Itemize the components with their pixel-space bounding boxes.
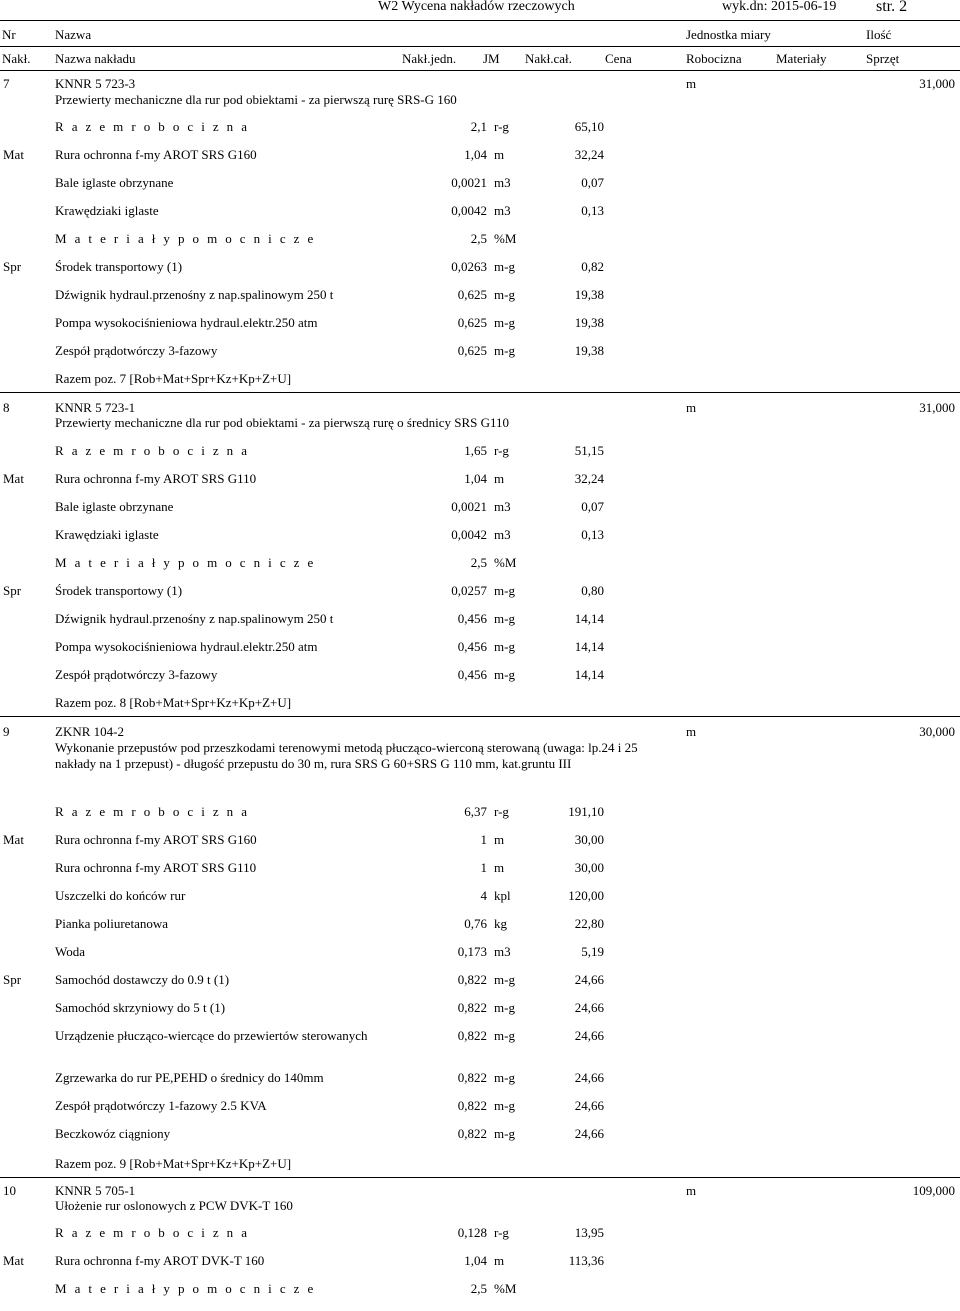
position-summary: Razem poz. 7 [Rob+Mat+Spr+Kz+Kp+Z+U] — [55, 371, 292, 386]
row-name: Dźwignik hydraul.przenośny z nap.spalinowym 250 t — [55, 287, 334, 302]
position-unit: m — [686, 400, 697, 415]
row-norm: 0,822 — [457, 972, 487, 987]
row-total: 0,13 — [581, 527, 604, 542]
position-divider — [0, 716, 960, 717]
row-unit: kg — [494, 916, 507, 931]
row-norm: 2,5 — [470, 231, 487, 246]
col-header-resource-name: Nazwa nakładu — [55, 51, 136, 66]
generation-date: wyk.dn: 2015-06-19 — [722, 0, 837, 14]
row-total: 0,07 — [581, 175, 604, 190]
row-total: 120,00 — [568, 888, 604, 903]
page-number: str. 2 — [876, 0, 908, 15]
row-total: 19,38 — [574, 343, 604, 358]
row-total: 24,66 — [574, 1070, 604, 1085]
col-header-labour: Robocizna — [686, 51, 742, 66]
position-description: Wykonanie przepustów pod przeszkodami terenowymi metodą płucząco-wierconą sterowaną (uwaga: lp.24 i 25 — [55, 740, 638, 755]
row-name: Rura ochronna f-my AROT DVK-T 160 — [55, 1253, 265, 1268]
row-total: 5,19 — [581, 944, 604, 959]
group-label-equipment: Spr — [3, 583, 22, 598]
row-unit: r-g — [494, 443, 509, 458]
row-unit: m3 — [494, 944, 511, 959]
row-name: Dźwignik hydraul.przenośny z nap.spalinowym 250 t — [55, 611, 334, 626]
row-norm: 1,65 — [464, 443, 487, 458]
row-unit: m3 — [494, 203, 511, 218]
position-divider — [0, 392, 960, 393]
row-total: 24,66 — [574, 1098, 604, 1113]
row-name: Zespół prądotwórczy 3-fazowy — [55, 343, 218, 358]
position-unit: m — [686, 724, 697, 739]
row-unit: m3 — [494, 499, 511, 514]
row-unit: m-g — [494, 667, 515, 682]
position-divider — [0, 1177, 960, 1178]
group-label-materials: Mat — [3, 471, 24, 486]
row-name: Pompa wysokociśnieniowa hydraul.elektr.250 atm — [55, 639, 318, 654]
row-name: M a t e r i a ł y p o m o c n i c z e — [55, 1281, 316, 1296]
row-total: 32,24 — [574, 471, 604, 486]
position-quantity: 31,000 — [919, 400, 955, 415]
position-code: ZKNR 104-2 — [55, 724, 124, 739]
row-unit: kpl — [494, 888, 511, 903]
row-norm: 0,0042 — [451, 203, 487, 218]
row-total: 32,24 — [574, 147, 604, 162]
row-unit: m — [494, 1253, 505, 1268]
row-norm: 0,0263 — [451, 259, 487, 274]
row-unit: m — [494, 860, 505, 875]
group-label-equipment: Spr — [3, 972, 22, 987]
position-unit: m — [686, 76, 697, 91]
col-header-nr: Nr — [2, 27, 16, 42]
row-total: 0,07 — [581, 499, 604, 514]
row-total: 0,13 — [581, 203, 604, 218]
row-total: 24,66 — [574, 972, 604, 987]
row-total: 24,66 — [574, 1126, 604, 1141]
row-norm: 1,04 — [464, 147, 487, 162]
row-name: Rura ochronna f-my AROT SRS G110 — [55, 471, 257, 486]
row-norm: 0,822 — [457, 1126, 487, 1141]
row-unit: m — [494, 832, 505, 847]
row-unit: m-g — [494, 1098, 515, 1113]
row-unit: r-g — [494, 119, 509, 134]
row-total: 51,15 — [574, 443, 604, 458]
row-name: Zespół prądotwórczy 1-fazowy 2.5 KVA — [55, 1098, 267, 1113]
row-unit: m-g — [494, 639, 515, 654]
col-header-equipment: Sprzęt — [866, 51, 900, 66]
row-total: 24,66 — [574, 1028, 604, 1043]
row-total: 30,00 — [574, 832, 604, 847]
row-name: R a z e m r o b o c i z n a — [55, 804, 250, 819]
row-unit: m-g — [494, 1000, 515, 1015]
position-quantity: 31,000 — [919, 76, 955, 91]
row-name: R a z e m r o b o c i z n a — [55, 443, 250, 458]
row-norm: 1,04 — [464, 471, 487, 486]
position-number: 9 — [3, 724, 10, 739]
row-total: 14,14 — [574, 611, 604, 626]
row-name: Uszczelki do końców rur — [55, 888, 186, 903]
row-norm: 0,0042 — [451, 527, 487, 542]
header-rule-bottom — [0, 70, 960, 71]
row-total: 0,80 — [581, 583, 604, 598]
row-norm: 0,0021 — [451, 499, 487, 514]
row-total: 22,80 — [574, 916, 604, 931]
row-name: Pianka poliuretanowa — [55, 916, 168, 931]
row-unit: %M — [494, 555, 517, 570]
row-norm: 0,173 — [457, 944, 487, 959]
row-name: M a t e r i a ł y p o m o c n i c z e — [55, 555, 316, 570]
position-number: 10 — [3, 1183, 16, 1198]
row-norm: 0,822 — [457, 1070, 487, 1085]
row-unit: m-g — [494, 287, 515, 302]
row-total: 19,38 — [574, 287, 604, 302]
row-norm: 6,37 — [464, 804, 487, 819]
position-description: nakłady na 1 przepust) - długość przepustu do 30 m, rura SRS G 60+SRS G 110 mm, kat.gruntu III — [55, 756, 572, 771]
row-norm: 0,822 — [457, 1000, 487, 1015]
position-description: Przewierty mechaniczne dla rur pod obiektami - za pierwszą rurę o średnicy SRS G110 — [55, 415, 510, 430]
col-header-nakl: Nakł. — [2, 51, 31, 66]
position-description: Ułożenie rur oslonowych z PCW DVK-T 160 — [55, 1198, 293, 1213]
row-total: 30,00 — [574, 860, 604, 875]
position-code: KNNR 5 723-1 — [55, 400, 136, 415]
row-norm: 0,456 — [457, 667, 487, 682]
header-rule-top — [0, 20, 960, 21]
row-norm: 0,625 — [457, 287, 487, 302]
row-unit: r-g — [494, 1225, 509, 1240]
row-unit: m — [494, 471, 505, 486]
row-unit: m-g — [494, 611, 515, 626]
row-norm: 0,822 — [457, 1028, 487, 1043]
row-name: Urządzenie płucząco-wiercące do przewiertów sterowanych — [55, 1028, 368, 1043]
row-norm: 0,76 — [464, 916, 487, 931]
row-name: R a z e m r o b o c i z n a — [55, 1225, 250, 1240]
row-name: Samochód skrzyniowy do 5 t (1) — [55, 1000, 226, 1015]
report-title: W2 Wycena nakładów rzeczowych — [378, 0, 575, 14]
group-label-materials: Mat — [3, 1253, 24, 1268]
row-total: 14,14 — [574, 667, 604, 682]
col-header-unit: Jednostka miary — [686, 27, 771, 42]
row-norm: 0,0021 — [451, 175, 487, 190]
position-quantity: 109,000 — [912, 1183, 955, 1198]
row-total: 191,10 — [568, 804, 604, 819]
row-total: 24,66 — [574, 1000, 604, 1015]
row-norm: 0,625 — [457, 343, 487, 358]
row-name: Rura ochronna f-my AROT SRS G110 — [55, 860, 257, 875]
row-norm: 0,822 — [457, 1098, 487, 1113]
row-norm: 0,456 — [457, 639, 487, 654]
row-norm: 0,456 — [457, 611, 487, 626]
row-unit: m-g — [494, 1070, 515, 1085]
col-header-price: Cena — [605, 51, 632, 66]
row-name: R a z e m r o b o c i z n a — [55, 119, 250, 134]
row-name: Środek transportowy (1) — [55, 583, 183, 598]
row-norm: 2,5 — [470, 555, 487, 570]
row-total: 113,36 — [568, 1253, 604, 1268]
row-name: Samochód dostawczy do 0.9 t (1) — [55, 972, 230, 987]
row-norm: 0,625 — [457, 315, 487, 330]
row-unit: m-g — [494, 1028, 515, 1043]
row-total: 14,14 — [574, 639, 604, 654]
row-name: Bale iglaste obrzynane — [55, 175, 174, 190]
position-number: 8 — [3, 400, 10, 415]
row-unit: m-g — [494, 583, 515, 598]
col-header-jm: JM — [483, 51, 500, 66]
row-norm: 1 — [480, 832, 487, 847]
row-total: 65,10 — [574, 119, 604, 134]
group-label-equipment: Spr — [3, 259, 22, 274]
row-name: Rura ochronna f-my AROT SRS G160 — [55, 832, 257, 847]
row-name: Zgrzewarka do rur PE,PEHD o średnicy do 140mm — [55, 1070, 324, 1085]
header-rule-middle — [0, 46, 960, 47]
position-description: Przewierty mechaniczne dla rur pod obiektami - za pierwszą rurę SRS-G 160 — [55, 92, 457, 107]
row-norm: 0,128 — [457, 1225, 487, 1240]
row-name: Bale iglaste obrzynane — [55, 499, 174, 514]
row-unit: m-g — [494, 343, 515, 358]
row-name: Krawędziaki iglaste — [55, 527, 159, 542]
row-name: Zespół prądotwórczy 3-fazowy — [55, 667, 218, 682]
row-name: Krawędziaki iglaste — [55, 203, 159, 218]
row-name: Beczkowóz ciągniony — [55, 1126, 171, 1141]
row-norm: 4 — [480, 888, 487, 903]
row-unit: m3 — [494, 175, 511, 190]
row-total: 19,38 — [574, 315, 604, 330]
position-summary: Razem poz. 8 [Rob+Mat+Spr+Kz+Kp+Z+U] — [55, 695, 292, 710]
position-unit: m — [686, 1183, 697, 1198]
row-norm: 2,5 — [470, 1281, 487, 1296]
row-unit: m3 — [494, 527, 511, 542]
col-header-unit-norm: Nakł.jedn. — [402, 51, 457, 66]
col-header-qty: Ilość — [866, 27, 892, 42]
group-label-materials: Mat — [3, 147, 24, 162]
row-norm: 1,04 — [464, 1253, 487, 1268]
row-unit: m-g — [494, 315, 515, 330]
row-total: 13,95 — [574, 1225, 604, 1240]
col-header-materials: Materiały — [776, 51, 827, 66]
row-unit: m-g — [494, 972, 515, 987]
row-unit: %M — [494, 1281, 517, 1296]
position-number: 7 — [3, 76, 10, 91]
col-header-total-norm: Nakł.cał. — [525, 51, 572, 66]
position-code: KNNR 5 705-1 — [55, 1183, 136, 1198]
row-unit: m-g — [494, 1126, 515, 1141]
col-header-nazwa: Nazwa — [55, 27, 92, 42]
row-norm: 1 — [480, 860, 487, 875]
row-name: Woda — [55, 944, 85, 959]
row-unit: r-g — [494, 804, 509, 819]
row-unit: m-g — [494, 259, 515, 274]
group-label-materials: Mat — [3, 832, 24, 847]
row-name: M a t e r i a ł y p o m o c n i c z e — [55, 231, 316, 246]
row-total: 0,82 — [581, 259, 604, 274]
row-norm: 0,0257 — [451, 583, 487, 598]
row-name: Rura ochronna f-my AROT SRS G160 — [55, 147, 257, 162]
row-unit: m — [494, 147, 505, 162]
row-name: Środek transportowy (1) — [55, 259, 183, 274]
row-norm: 2,1 — [470, 119, 487, 134]
position-quantity: 30,000 — [919, 724, 955, 739]
row-unit: %M — [494, 231, 517, 246]
position-code: KNNR 5 723-3 — [55, 76, 136, 91]
position-summary: Razem poz. 9 [Rob+Mat+Spr+Kz+Kp+Z+U] — [55, 1156, 292, 1171]
row-name: Pompa wysokociśnieniowa hydraul.elektr.250 atm — [55, 315, 318, 330]
